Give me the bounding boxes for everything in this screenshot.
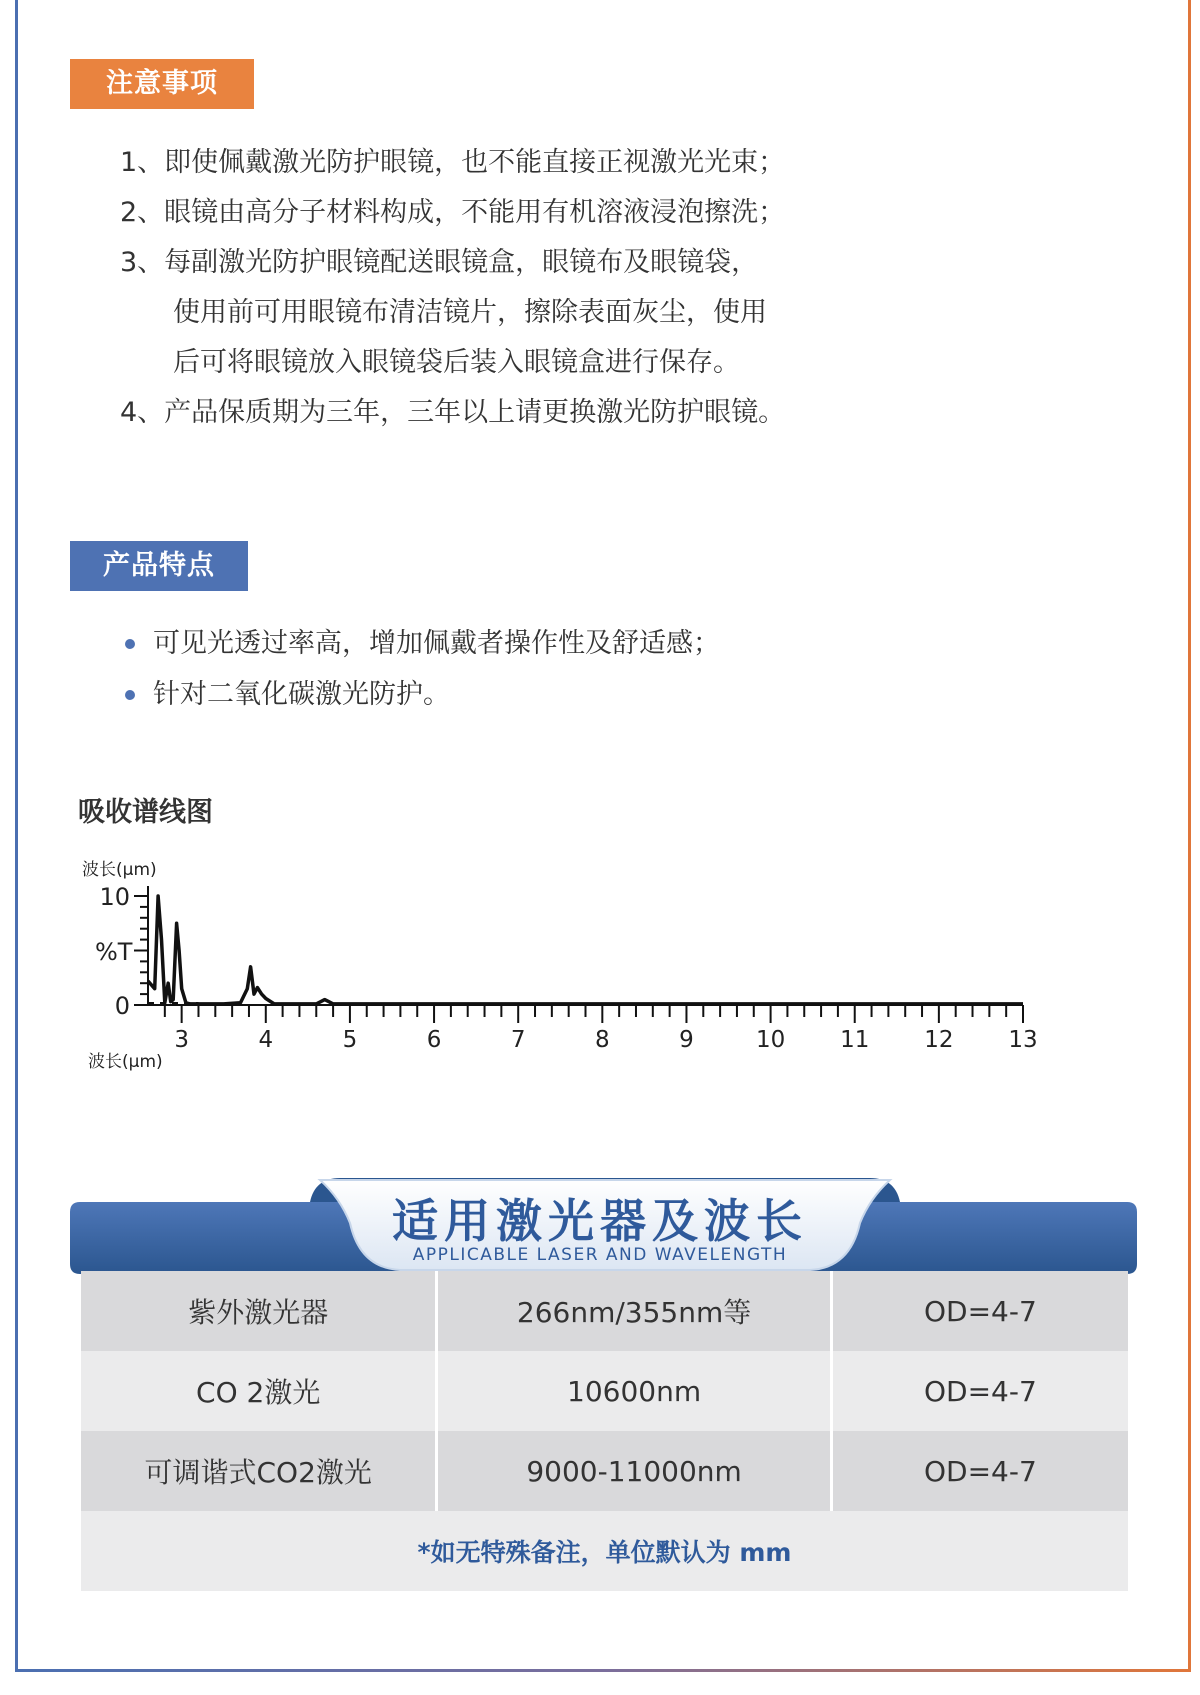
x-tick-label: 6 — [426, 1027, 442, 1053]
x-tick-label: 7 — [510, 1027, 526, 1053]
feature-item — [125, 669, 720, 720]
x-tick-label: 9 — [679, 1027, 694, 1053]
table-footnote: *如无特殊备注，单位默认为 mm — [81, 1511, 1128, 1591]
x-axis-label: 波长(μm) — [88, 1052, 163, 1072]
table-cell: 9000-11000nm — [437, 1431, 831, 1511]
note-line: 2、眼镜由高分子材料构成，不能用有机溶液浸泡擦洗； — [120, 197, 786, 228]
x-tick-label: 3 — [174, 1027, 189, 1053]
table-cell: 266nm/355nm等 — [437, 1271, 831, 1351]
table-cell: 紫外激光器 — [81, 1271, 437, 1351]
table-cell: OD=4-7 — [831, 1351, 1128, 1431]
feature-text: 针对二氧化碳激光防护。 — [153, 679, 450, 710]
notes-list — [120, 138, 785, 438]
y-tick-label: 0 — [114, 992, 130, 1020]
feature-item — [125, 618, 720, 669]
table-row — [81, 1431, 1128, 1511]
y-tick-label: 10 — [99, 883, 130, 911]
x-tick-label: 11 — [840, 1027, 870, 1053]
chart-tick-labels — [99, 883, 1037, 1053]
note-line: 1、即使佩戴激光防护眼镜，也不能直接正视激光光束； — [120, 147, 786, 178]
bullet-dot-icon — [125, 690, 135, 700]
table-row — [81, 1271, 1128, 1351]
note-line: 后可将眼镜放入眼镜袋后装入眼镜盒进行保存。 — [173, 347, 740, 378]
x-tick-label: 13 — [1008, 1027, 1038, 1053]
x-tick-label: 12 — [924, 1027, 954, 1053]
table-cell: CO 2激光 — [81, 1351, 437, 1431]
table-cell: OD=4-7 — [831, 1431, 1128, 1511]
x-tick-label: 4 — [258, 1027, 274, 1053]
note-line: 4、产品保质期为三年，三年以上请更换激光防护眼镜。 — [120, 397, 786, 428]
bullet-dot-icon — [125, 639, 135, 649]
notes-tag: 注意事项 — [70, 59, 254, 109]
chart-title: 吸收谱线图 — [78, 797, 213, 828]
features-list — [125, 618, 720, 720]
features-tag: 产品特点 — [70, 541, 248, 591]
chart-axes — [148, 886, 1023, 1005]
spec-title: 适用激光器及波长 — [392, 1194, 808, 1248]
spec-subtitle: APPLICABLE LASER AND WAVELENGTH — [412, 1245, 788, 1265]
x-tick-label: 10 — [755, 1027, 786, 1053]
note-line: 使用前可用眼镜布清洁镜片，擦除表面灰尘，使用 — [173, 297, 767, 328]
absorption-chart — [0, 850, 1200, 1095]
series-line — [148, 896, 1023, 1004]
spec-table — [81, 1271, 1128, 1591]
note-line: 3、每副激光防护眼镜配送眼镜盒，眼镜布及眼镜袋， — [120, 247, 759, 278]
x-tick-label: 8 — [595, 1027, 610, 1053]
table-row — [81, 1351, 1128, 1431]
y-unit-label: 波长(μm) — [82, 860, 157, 880]
table-footnote-row — [81, 1511, 1128, 1591]
table-cell: OD=4-7 — [831, 1271, 1128, 1351]
y-axis-label: %T — [95, 938, 133, 966]
feature-text: 可见光透过率高，增加佩戴者操作性及舒适感； — [153, 628, 720, 659]
table-cell: 可调谐式CO2激光 — [81, 1431, 437, 1511]
table-cell: 10600nm — [437, 1351, 831, 1431]
x-tick-label: 5 — [342, 1027, 358, 1053]
